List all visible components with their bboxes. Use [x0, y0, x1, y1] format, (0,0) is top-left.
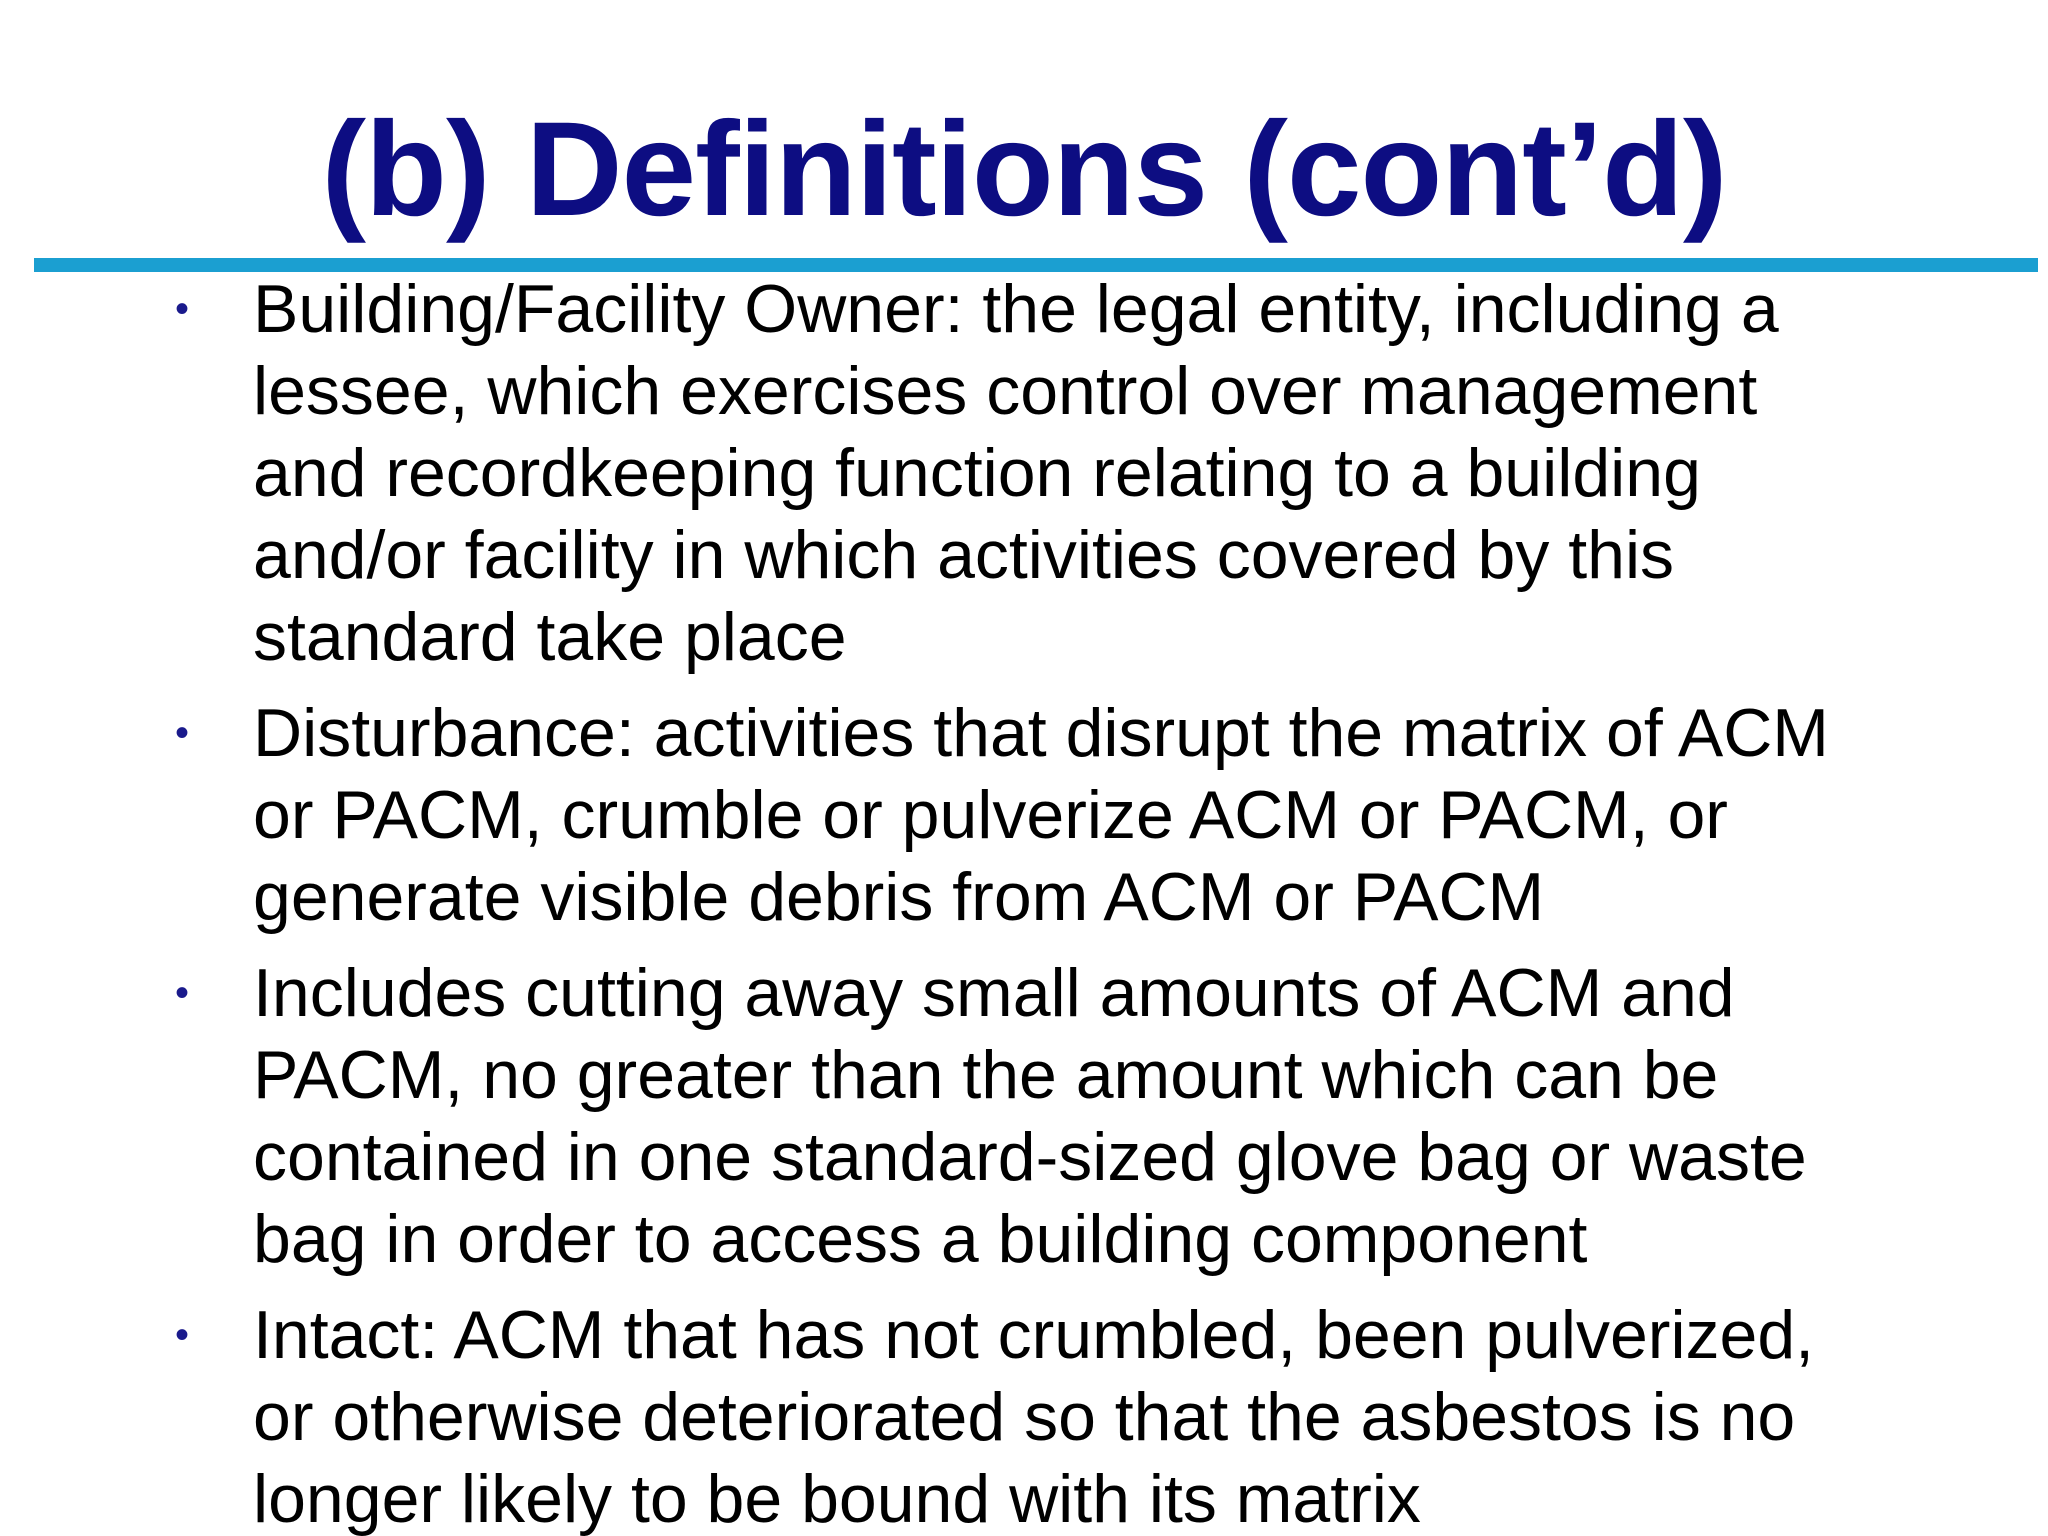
text-line: Disturbance: activities that disrupt the matrix of ACM: [253, 695, 1829, 771]
text-line: contained in one standard-sized glove bag or waste: [253, 1119, 1807, 1195]
text-line: or PACM, crumble or pulverize ACM or PACM, or: [253, 777, 1728, 853]
text-line: Intact: ACM that has not crumbled, been pulverized,: [253, 1297, 1815, 1373]
bullet-text: [253, 1294, 2000, 1536]
bullet-point-icon: •: [175, 971, 190, 1015]
bullet-item-includes-cutting: [170, 952, 2000, 1280]
bullet-point-icon: •: [175, 711, 190, 755]
bullet-text: [253, 268, 2000, 678]
text-line: PACM, no greater than the amount which can be: [253, 1037, 1719, 1113]
text-line: and/or facility in which activities covered by this: [253, 517, 1675, 593]
bullet-point-icon: •: [175, 287, 190, 331]
text-line: longer likely to be bound with its matrix: [253, 1461, 1421, 1536]
bullet-item-disturbance: [170, 692, 2000, 938]
bullet-item-intact: [170, 1294, 2000, 1536]
bullet-text: [253, 952, 2000, 1280]
text-line: bag in order to access a building component: [253, 1201, 1588, 1277]
bullet-text: [253, 692, 2000, 938]
bullet-point-icon: •: [175, 1313, 190, 1357]
text-line: or otherwise deteriorated so that the asbestos is no: [253, 1379, 1796, 1455]
slide-title: (b) Definitions (cont’d): [321, 95, 1727, 244]
text-line: generate visible debris from ACM or PACM: [253, 859, 1545, 935]
text-line: standard take place: [253, 599, 847, 675]
text-line: Includes cutting away small amounts of ACM and: [253, 955, 1735, 1031]
bullet-item-building-facility-owner: [170, 268, 2000, 678]
text-line: Building/Facility Owner: the legal entity, including a: [253, 271, 1779, 347]
text-line: and recordkeeping function relating to a building: [253, 435, 1701, 511]
text-line: lessee, which exercises control over management: [253, 353, 1758, 429]
bullet-list: [170, 268, 2000, 1536]
